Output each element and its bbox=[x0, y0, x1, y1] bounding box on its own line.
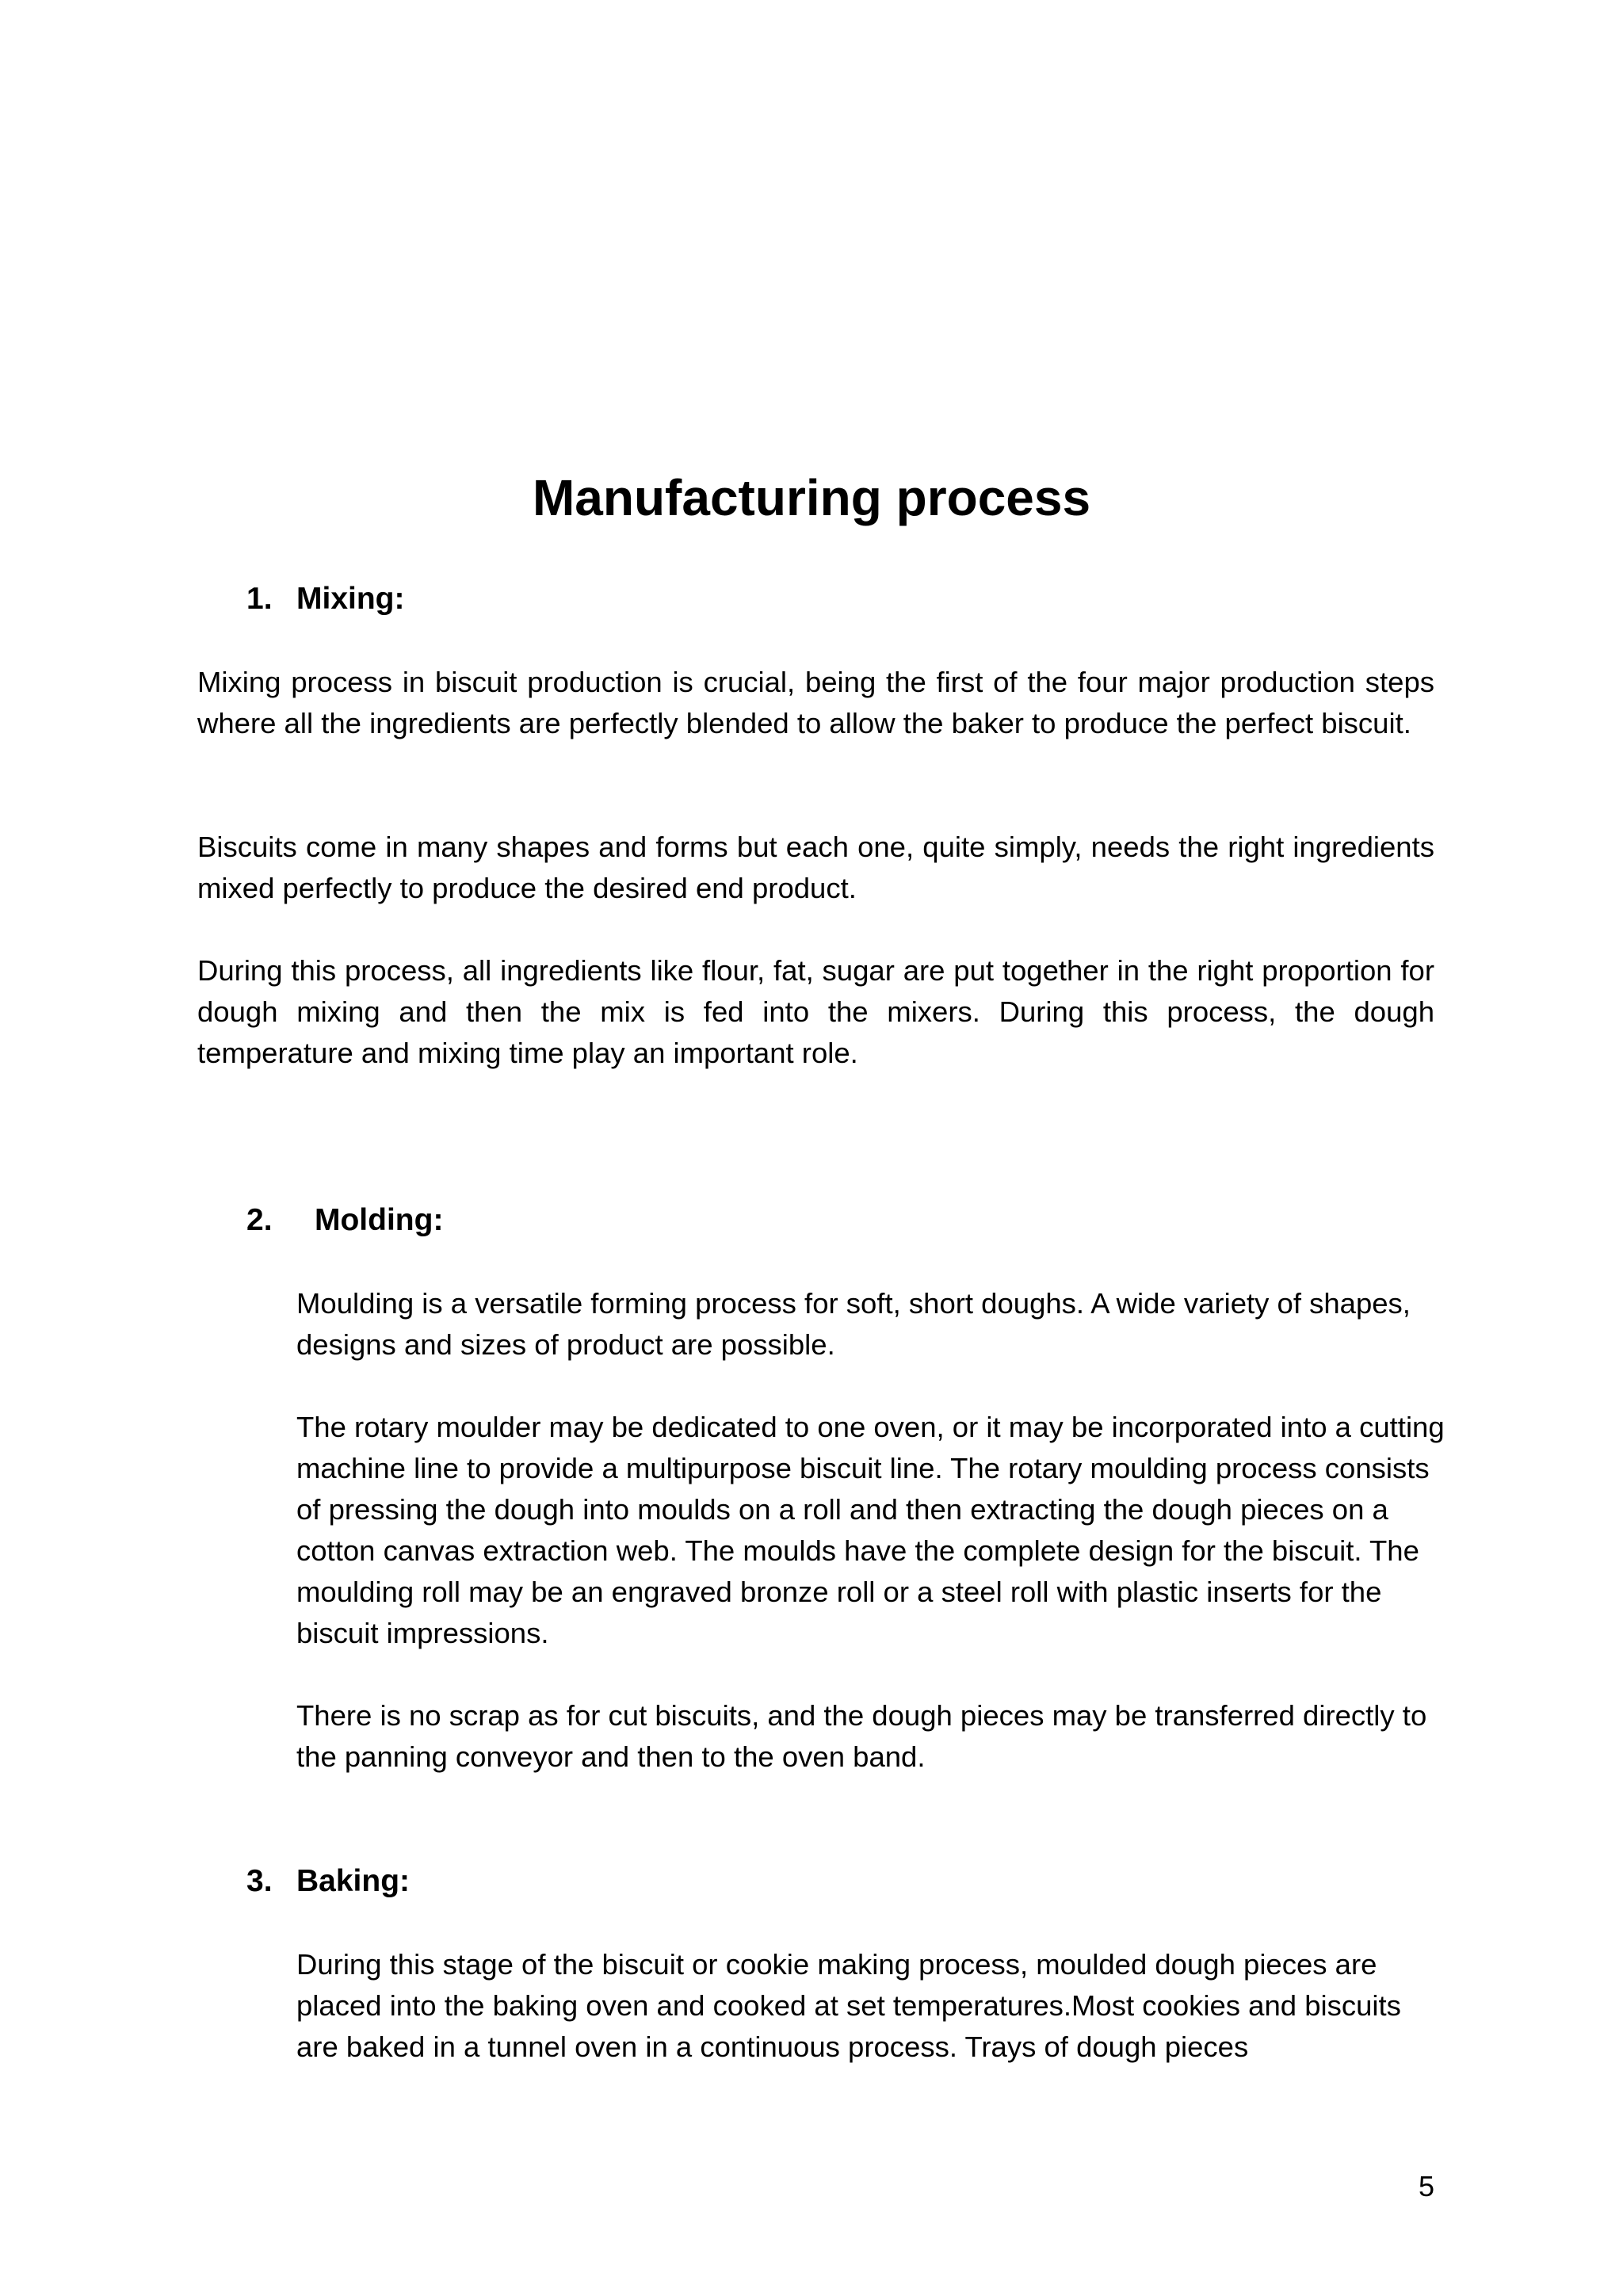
paragraph: During this stage of the biscuit or cookie making process, moulded dough pieces are placed into the baking oven and cooked at set temperatures.Most cookies and biscuits are baked in a tunnel oven in a continuous process. Trays of dough pieces bbox=[296, 1948, 1401, 2063]
section-number: 1. bbox=[246, 582, 273, 616]
paragraph: Moulding is a versatile forming process for soft, short doughs. A wide variety of shapes, designs and sizes of product are possible. bbox=[296, 1287, 1411, 1361]
paragraph: Biscuits come in many shapes and forms but each one, quite simply, needs the right ingredients mixed perfectly to produce the desired end product. bbox=[197, 831, 1434, 904]
paragraph: Mixing process in biscuit production is crucial, being the first of the four major production steps where all the ingredients are perfectly blended to allow the baker to produce the perfect biscuit. bbox=[197, 666, 1434, 739]
section-number: 3. bbox=[246, 1864, 273, 1898]
paragraph: The rotary moulder may be dedicated to one oven, or it may be incorporated into a cutting machine line to provide a multipurpose biscuit line. The rotary moulding process consists of pressing the dough into moulds on a roll and then extracting the dough pieces on a cotton canvas extraction web. The moulds have the complete design for the biscuit. The moulding roll may be an engraved bronze roll or a steel roll with plastic inserts for the biscuit impressions. bbox=[296, 1411, 1445, 1649]
section-title: Baking: bbox=[296, 1864, 411, 1898]
paragraph: During this process, all ingredients like flour, fat, sugar are put together in the right proportion for dough mixing and then the mix is fed into the mixers. During this process, the dough temperature and mixing time play an important role. bbox=[197, 954, 1434, 1069]
page-title: Manufacturing process bbox=[532, 469, 1091, 526]
page-number: 5 bbox=[1418, 2170, 1434, 2202]
section-title: Mixing: bbox=[296, 582, 405, 616]
section-number: 2. bbox=[246, 1203, 273, 1237]
section-title: Molding: bbox=[315, 1203, 444, 1237]
paragraph: There is no scrap as for cut biscuits, and the dough pieces may be transferred directly to the panning conveyor and then to the oven band. bbox=[296, 1699, 1427, 1773]
